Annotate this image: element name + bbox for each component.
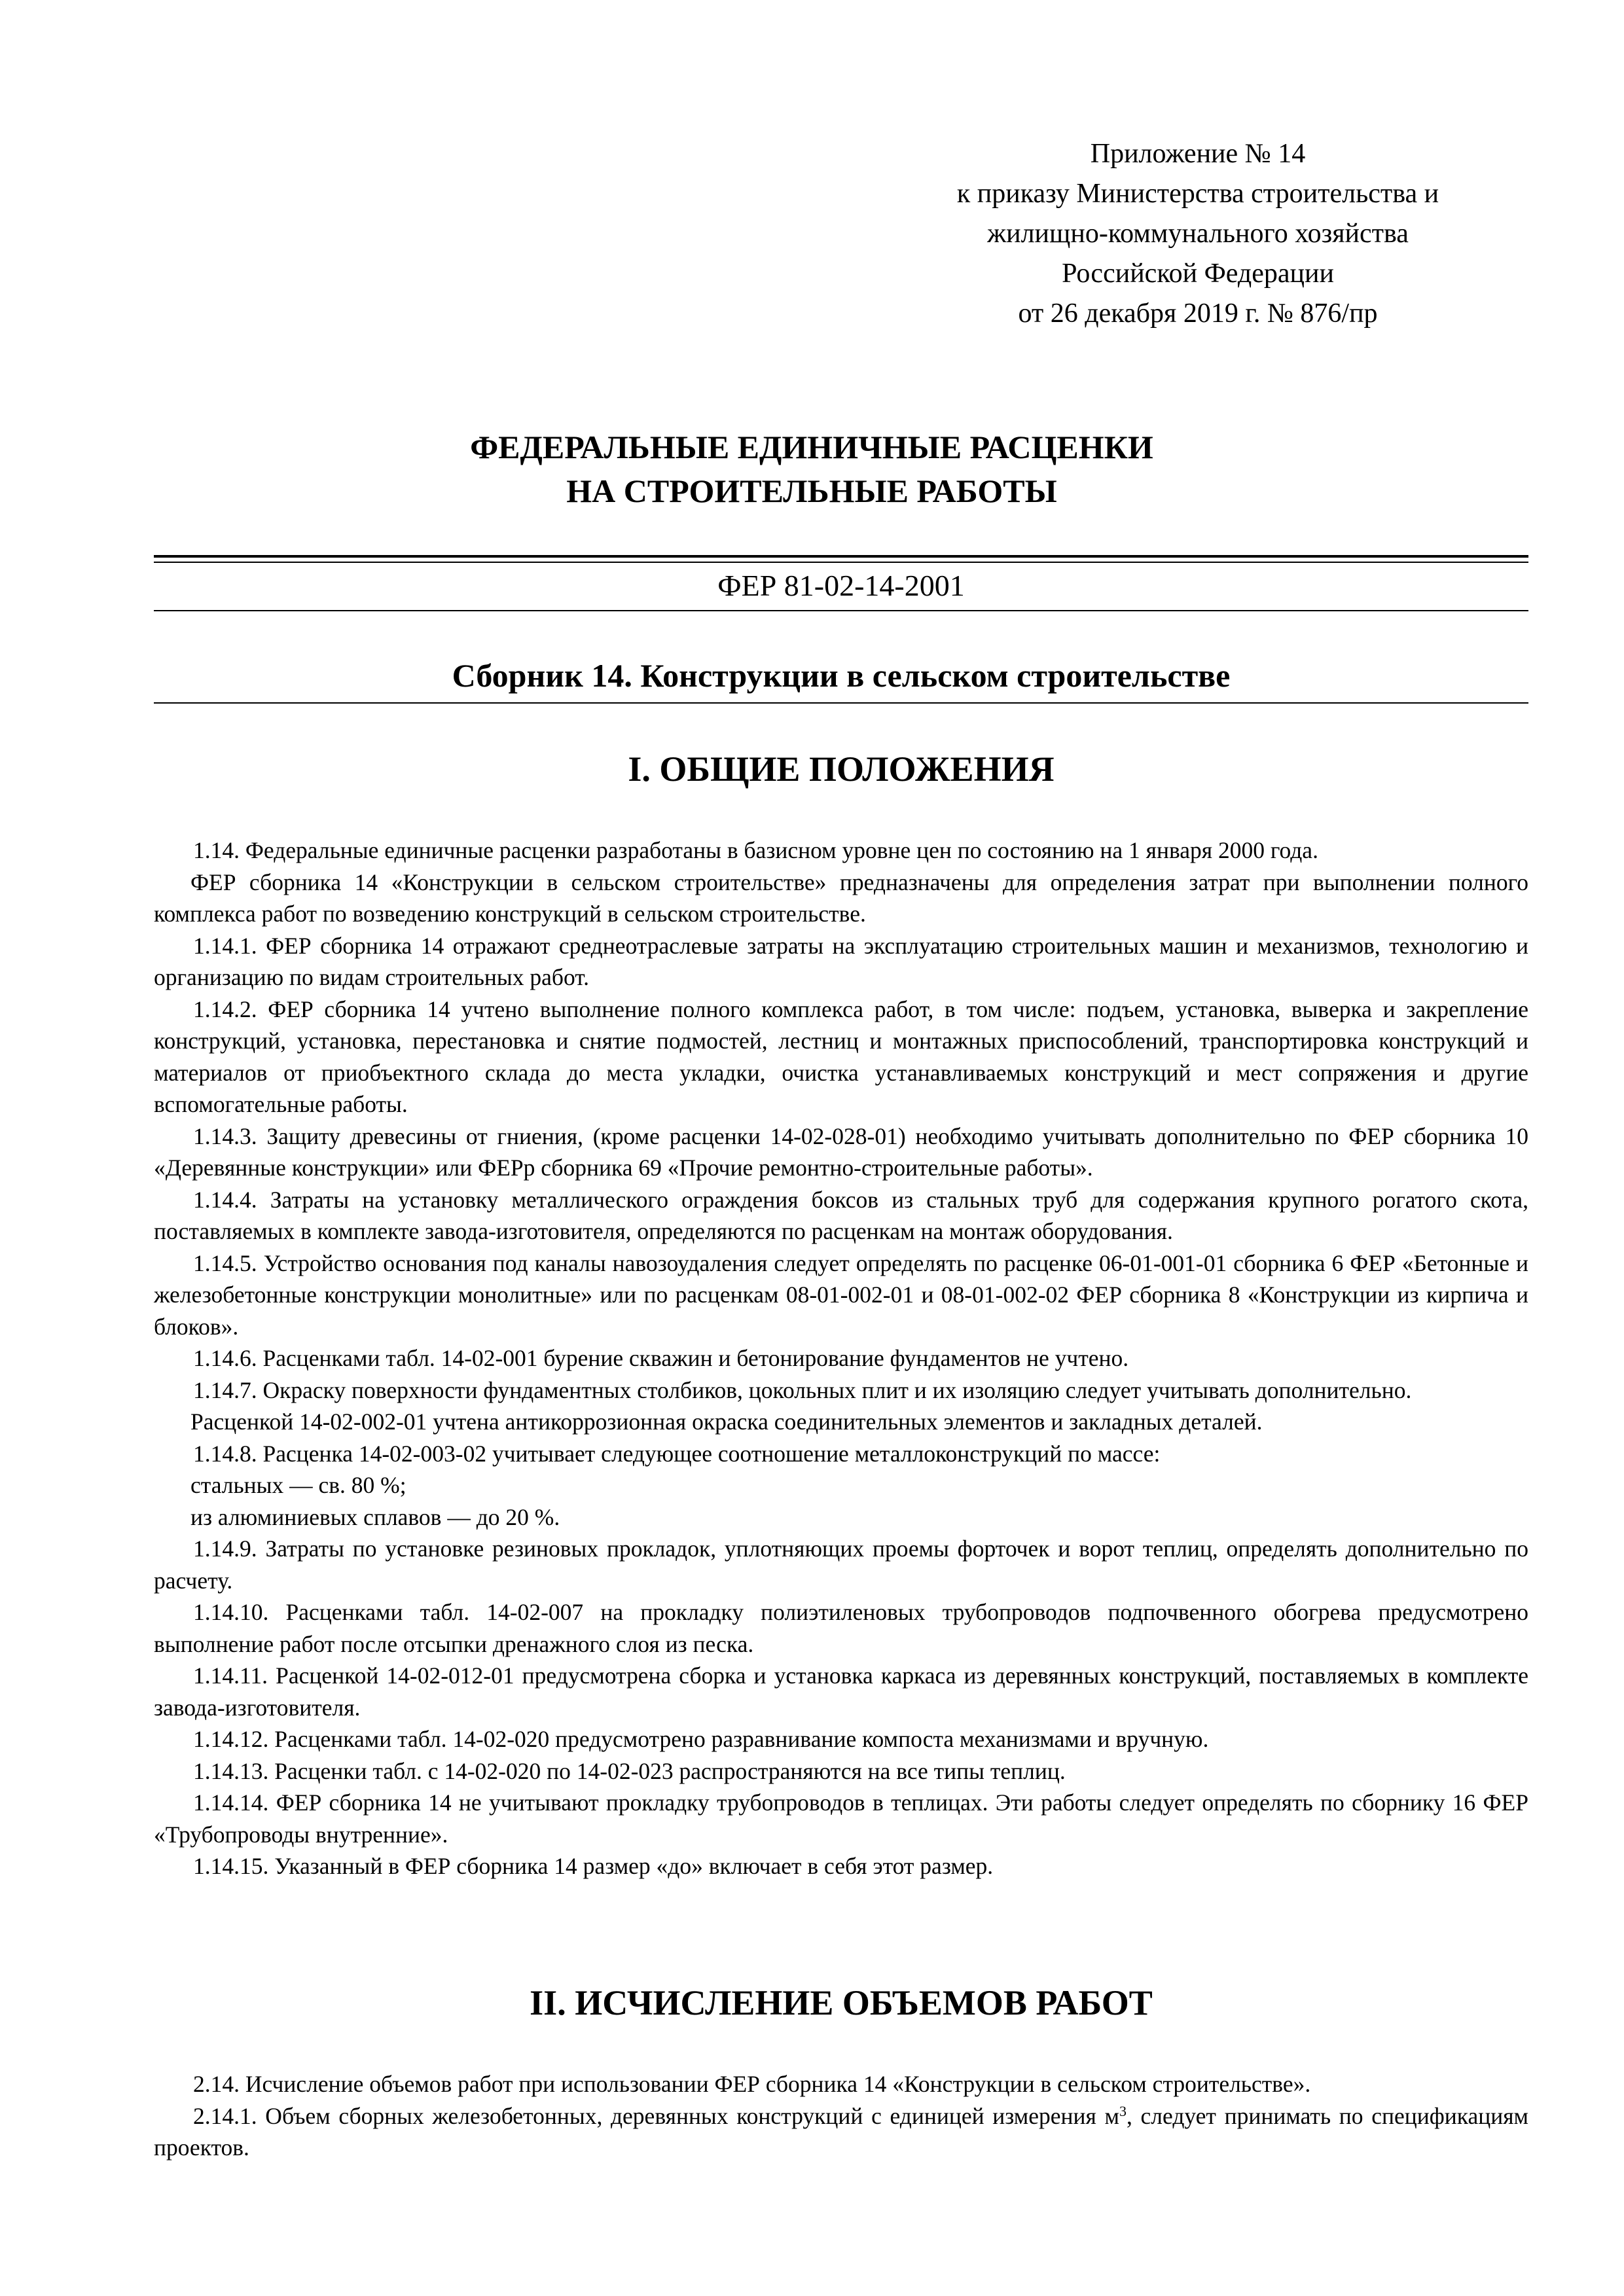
appendix-line: жилищно-коммунального хозяйства [987,219,1409,249]
paragraph: Расценкой 14-02-002-01 учтена антикоррозионная окраска соединительных элементов и закладных деталей. [190,1408,1263,1435]
collection-title: Сборник 14. Конструкции в сельском строительстве [452,657,1231,694]
paragraph: 1.14.2. ФЕР сборника 14 учтено выполнение полного комплекса работ, в том числе: подъем, установка, выверка и закрепление конструкций, установка, перестановка и снятие подмостей, лестниц и монтажных приспособлений, транспортировка конструкций и материалов от приобъектного склада до места укладки, очистка устанавливаемых конструкций и мест сопряжения и другие вспомогательные работы. [154,996,1528,1117]
paragraph: 1.14.1. ФЕР сборника 14 отражают среднеотраслевые затраты на эксплуатацию строительных машин и механизмов, технологию и организацию по видам строительных работ. [154,932,1528,990]
paragraph: 1.14.12. Расценками табл. 14-02-020 предусмотрено разравнивание компоста механизмами и вручную. [193,1726,1209,1752]
paragraph: 1.14.6. Расценками табл. 14-02-001 бурение скважин и бетонирование фундаментов не учтено. [193,1345,1129,1371]
title-line: ФЕДЕРАЛЬНЫЕ ЕДИНИЧНЫЕ РАСЦЕНКИ [470,429,1153,465]
paragraph: 1.14.15. Указанный в ФЕР сборника 14 размер «до» включает в себя этот размер. [193,1853,994,1879]
paragraph: 1.14.5. Устройство основания под каналы навозоудаления следует определять по расценке 06-01-001-01 сборника 6 ФЕР «Бетонные и железобетонные конструкции монолитные» или по расценкам 08-01-002-01 и 08-01-002-02 ФЕР сборника 8 «Конструкции из кирпича и блоков». [154,1249,1528,1340]
paragraph: 1.14. Федеральные единичные расценки разработаны в базисном уровне цен по состоянию на 1 января 2000 года. [193,837,1318,863]
paragraph: 1.14.13. Расценки табл. с 14-02-020 по 14-02-023 распространяются на все типы теплиц. [193,1757,1066,1784]
paragraph: 1.14.9. Затраты по установке резиновых прокладок, уплотняющих проемы форточек и ворот теплиц, определять дополнительно по расчету. [154,1535,1528,1594]
document-code: ФЕР 81-02-14-2001 [717,569,965,602]
superscript: 3 [1119,2102,1127,2119]
paragraph: 1.14.8. Расценка 14-02-003-02 учитывает следующее соотношение металлоконструкций по массе: [193,1440,1161,1467]
text-span: 2.14.1. Объем сборных железобетонных, деревянных конструкций с единицей измерения м [193,2102,1119,2129]
paragraph: 2.14. Исчисление объемов работ при использовании ФЕР сборника 14 «Конструкции в сельском строительстве». [193,2071,1311,2097]
divider-rule [154,610,1528,611]
paragraph: 1.14.7. Окраску поверхности фундаментных столбиков, цокольных плит и их изоляцию следует учитывать дополнительно. [193,1376,1412,1403]
paragraph: 1.14.14. ФЕР сборника 14 не учитывают прокладку трубопроводов в теплицах. Эти работы следует определять по сборнику 16 ФЕР «Трубопроводы внутренние». [154,1789,1528,1848]
title-line: НА СТРОИТЕЛЬНЫЕ РАБОТЫ [566,473,1057,509]
text-span: , следует принимать по спецификациям проектов. [154,2102,1528,2161]
section-body [154,834,1528,1882]
section-heading: II. ИСЧИСЛЕНИЕ ОБЪЕМОВ РАБОТ [530,1983,1153,2022]
divider-rule [154,555,1528,558]
divider-rule [154,562,1528,563]
paragraph: 1.14.10. Расценками табл. 14-02-007 на прокладку полиэтиленовых трубопроводов подпочвенного обогрева предусмотрено выполнение работ после отсыпки дренажного слоя из песка. [154,1599,1528,1657]
section-body [154,2068,1528,2164]
appendix-line: к приказу Министерства строительства и [956,179,1439,209]
paragraph [154,2100,1528,2164]
appendix-line: от 26 декабря 2019 г. № 876/пр [1018,298,1378,329]
paragraph: ФЕР сборника 14 «Конструкции в сельском строительстве» предназначены для определения затрат при выполнении полного комплекса работ по возведению конструкций в сельском строительстве. [154,869,1528,927]
document-title [131,425,1492,513]
appendix-line: Российской Федерации [1062,259,1334,289]
appendix-line: Приложение № 14 [1090,139,1306,169]
paragraph: 1.14.11. Расценкой 14-02-012-01 предусмотрена сборка и установка каркаса из деревянных конструкций, поставляемых в комплекте завода-изготовителя. [154,1662,1528,1721]
paragraph: 1.14.3. Защиту древесины от гниения, (кроме расценки 14-02-028-01) необходимо учитывать дополнительно по ФЕР сборника 10 «Деревянные конструкции» или ФЕРр сборника 69 «Прочие ремонтно-строительные работы». [154,1122,1528,1181]
appendix-block [838,134,1558,334]
paragraph: из алюминиевых сплавов — до 20 %. [190,1503,560,1530]
section-heading: I. ОБЩИЕ ПОЛОЖЕНИЯ [628,749,1055,789]
paragraph: стальных — св. 80 %; [190,1472,406,1498]
paragraph: 1.14.4. Затраты на установку металлического ограждения боксов из стальных труб для содержания крупного рогатого скота, поставляемых в комплекте завода-изготовителя, определяются по расценкам на монтаж оборудования. [154,1186,1528,1244]
divider-rule [154,702,1528,704]
